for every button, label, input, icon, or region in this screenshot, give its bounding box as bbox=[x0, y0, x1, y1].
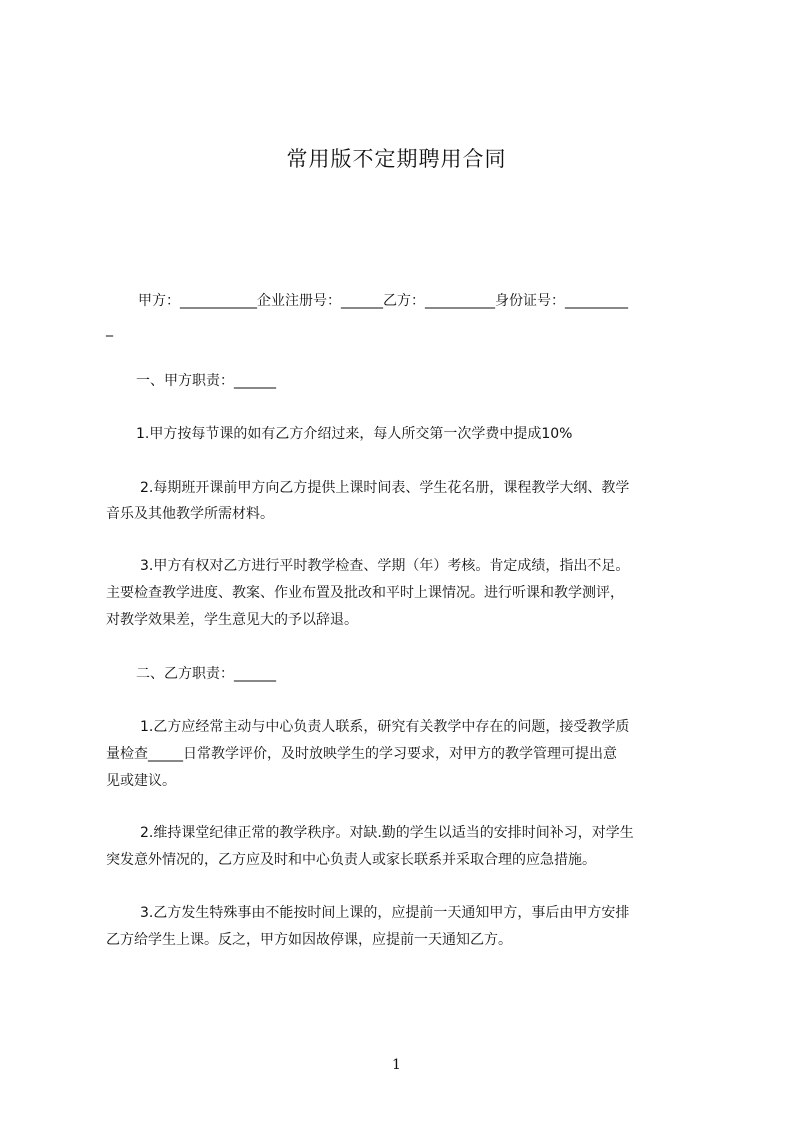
section2-item1-line3: 见或建议。 bbox=[106, 773, 176, 789]
section1-item3-line1: 3.甲方有权对乙方进行平时教学检查、学期（年）考核。肯定成绩，指出不足。 bbox=[140, 558, 630, 574]
parties-line-continuation: _ bbox=[106, 321, 113, 337]
section2-heading: 二、乙方职责：______ bbox=[136, 666, 276, 682]
section1-item2-line2: 音乐及其他教学所需材料。 bbox=[106, 506, 274, 522]
section2-item1-line2: 量检查_____日常教学评价，及时放映学生的学习要求，对甲方的教学管理可提出意 bbox=[106, 746, 617, 762]
section2-item2-line1: 2.维持课堂纪律正常的教学秩序。对缺.勤的学生以适当的安排时间补习，对学生 bbox=[140, 825, 634, 841]
section2-item1-line1: 1.乙方应经常主动与中心负责人联系，研究有关教学中存在的问题，接受教学质 bbox=[140, 719, 630, 735]
section2-item3-line1: 3.乙方发生特殊事由不能按时间上课的，应提前一天通知甲方，事后由甲方安排 bbox=[140, 905, 630, 921]
section2-item3-line2: 乙方给学生上课。反之，甲方如因故停课，应提前一天通知乙方。 bbox=[106, 932, 512, 948]
section1-item3-line2: 主要检查教学进度、教案、作业布置及批改和平时上课情况。进行听课和教学测评， bbox=[106, 585, 624, 601]
section2-item2-line2: 突发意外情况的，乙方应及时和中心负责人或家长联系并采取合理的应急措施。 bbox=[106, 852, 596, 868]
parties-line: 甲方：___________企业注册号：______乙方：__________身份证号：_________ bbox=[138, 293, 628, 309]
section1-heading: 一、甲方职责：______ bbox=[136, 373, 276, 389]
section1-item1: 1.甲方按每节课的如有乙方介绍过来，每人所交第一次学费中提成10% bbox=[136, 426, 573, 442]
section1-item2-line1: 2.每期班开课前甲方向乙方提供上课时间表、学生花名册，课程教学大纲、教学 bbox=[140, 480, 630, 496]
section1-item3-line3: 对教学效果差，学生意见大的予以辞退。 bbox=[106, 612, 358, 628]
document-title: 常用版不定期聘用合同 bbox=[286, 147, 507, 171]
page-number: 1 bbox=[392, 1057, 401, 1073]
